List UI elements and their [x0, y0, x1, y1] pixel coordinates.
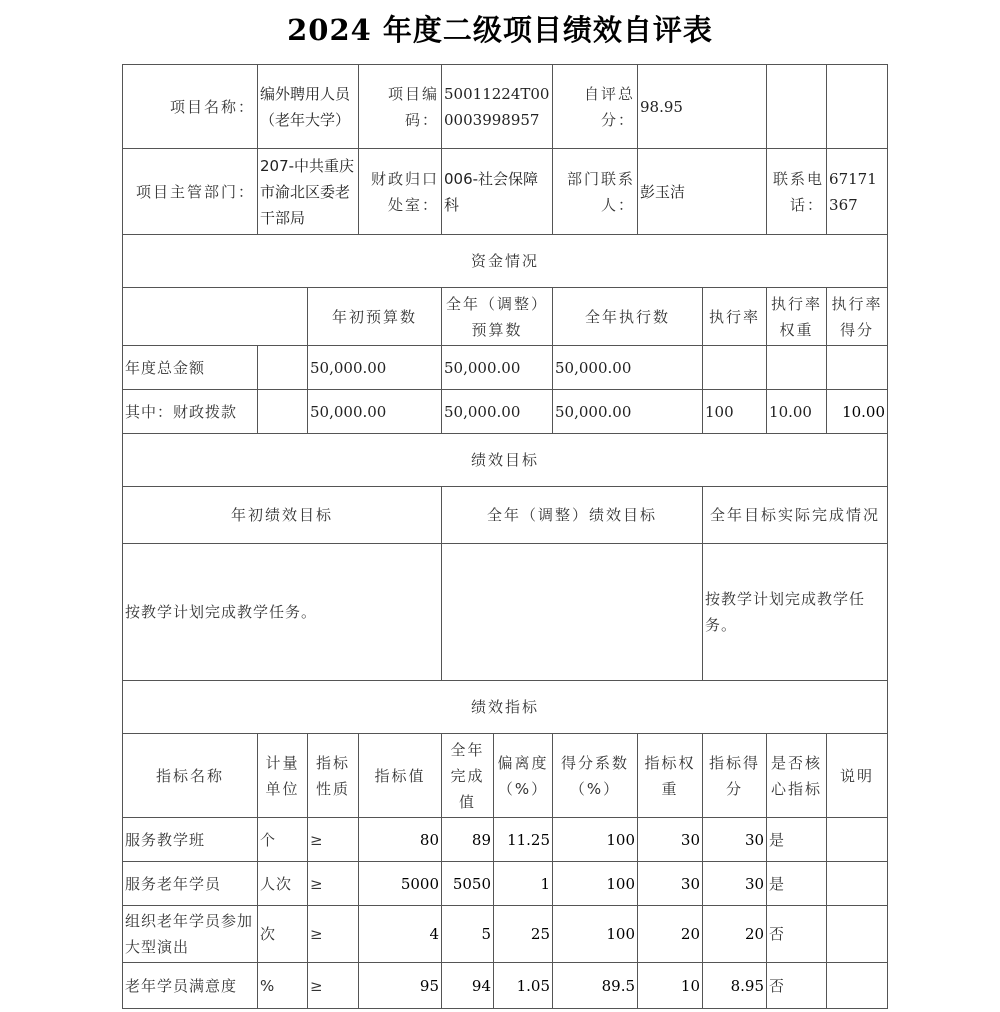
funds-header: 全年（调整）预算数	[442, 288, 553, 346]
goal-adjusted	[442, 544, 703, 681]
indicator-deviation: 11.25	[494, 818, 553, 862]
empty-cell	[827, 65, 888, 149]
funds-header: 执行率得分	[827, 288, 888, 346]
empty-cell	[767, 65, 827, 149]
indicator-name: 组织老年学员参加大型演出	[123, 906, 258, 963]
funds-weight: 10.00	[767, 390, 827, 434]
project-code-label: 项目编码：	[359, 65, 442, 149]
indicator-target: 95	[359, 963, 442, 1009]
goals-section-title: 绩效目标	[123, 434, 888, 487]
funds-executed: 50,000.00	[553, 390, 703, 434]
indicator-header: 是否核心指标	[767, 734, 827, 818]
funds-header: 执行率权重	[767, 288, 827, 346]
indicator-nature: ≥	[308, 862, 359, 906]
indicator-weight: 10	[638, 963, 703, 1009]
indicator-core: 否	[767, 906, 827, 963]
project-code-value: 50011224T000003998957	[442, 65, 553, 149]
funds-header-row	[123, 288, 888, 346]
funds-weight	[767, 346, 827, 390]
indicator-row	[123, 862, 888, 906]
indicator-actual: 5	[442, 906, 494, 963]
indicator-score: 30	[703, 862, 767, 906]
funds-rate	[703, 346, 767, 390]
empty-cell	[258, 390, 308, 434]
indicator-deviation: 25	[494, 906, 553, 963]
indicator-header: 指标权重	[638, 734, 703, 818]
indicator-actual: 89	[442, 818, 494, 862]
indicator-note	[827, 818, 888, 862]
indicator-weight: 30	[638, 818, 703, 862]
indicator-note	[827, 963, 888, 1009]
indicator-rows	[123, 818, 888, 1009]
phone-value: 67171367	[827, 149, 888, 235]
funds-initial: 50,000.00	[308, 390, 442, 434]
indicator-name: 老年学员满意度	[123, 963, 258, 1009]
indicator-nature: ≥	[308, 963, 359, 1009]
goals-header: 年初绩效目标	[123, 487, 442, 544]
indicator-coef: 100	[553, 862, 638, 906]
funds-adjusted: 50,000.00	[442, 346, 553, 390]
funds-row-label: 年度总金额	[123, 346, 258, 390]
indicator-score: 8.95	[703, 963, 767, 1009]
project-name-value: 编外聘用人员（老年大学）	[258, 65, 359, 149]
funds-score	[827, 346, 888, 390]
goals-header: 全年（调整）绩效目标	[442, 487, 703, 544]
phone-label: 联系电话：	[767, 149, 827, 235]
indicator-header: 得分系数（%）	[553, 734, 638, 818]
indicator-core: 是	[767, 862, 827, 906]
funds-section-title: 资金情况	[123, 235, 888, 288]
indicator-score: 20	[703, 906, 767, 963]
funds-header: 全年执行数	[553, 288, 703, 346]
indicator-core: 是	[767, 818, 827, 862]
funds-executed: 50,000.00	[553, 346, 703, 390]
funds-adjusted: 50,000.00	[442, 390, 553, 434]
self-score-value: 98.95	[638, 65, 767, 149]
project-name-label: 项目名称：	[123, 65, 258, 149]
indicator-header: 指标值	[359, 734, 442, 818]
indicator-unit: 个	[258, 818, 308, 862]
indicator-target: 80	[359, 818, 442, 862]
funds-rate: 100	[703, 390, 767, 434]
info-row-2	[123, 149, 888, 235]
indicator-coef: 89.5	[553, 963, 638, 1009]
indicator-core: 否	[767, 963, 827, 1009]
indicator-deviation: 1	[494, 862, 553, 906]
indicator-header: 偏离度（%）	[494, 734, 553, 818]
indicator-name: 服务教学班	[123, 818, 258, 862]
indicator-note	[827, 906, 888, 963]
dept-label: 项目主管部门：	[123, 149, 258, 235]
funds-row	[123, 346, 888, 390]
indicator-unit: %	[258, 963, 308, 1009]
empty-cell	[123, 288, 308, 346]
indicator-unit: 人次	[258, 862, 308, 906]
finance-office-label: 财政归口处室：	[359, 149, 442, 235]
indicator-actual: 94	[442, 963, 494, 1009]
indicator-name: 服务老年学员	[123, 862, 258, 906]
funds-row	[123, 390, 888, 434]
indicator-unit: 次	[258, 906, 308, 963]
indicator-weight: 30	[638, 862, 703, 906]
indicator-header: 说明	[827, 734, 888, 818]
indicator-weight: 20	[638, 906, 703, 963]
indicator-header: 指标名称	[123, 734, 258, 818]
indicator-row	[123, 906, 888, 963]
goal-initial: 按教学计划完成教学任务。	[123, 544, 442, 681]
empty-cell	[258, 346, 308, 390]
indicator-coef: 100	[553, 818, 638, 862]
contact-value: 彭玉洁	[638, 149, 767, 235]
funds-header: 执行率	[703, 288, 767, 346]
indicator-target: 5000	[359, 862, 442, 906]
indicators-header-row	[123, 734, 888, 818]
indicator-row	[123, 818, 888, 862]
funds-header: 年初预算数	[308, 288, 442, 346]
self-score-label: 自评总分：	[553, 65, 638, 149]
goals-header-row	[123, 487, 888, 544]
info-row-1	[123, 65, 888, 149]
indicator-header: 指标得分	[703, 734, 767, 818]
indicator-deviation: 1.05	[494, 963, 553, 1009]
finance-office-value: 006-社会保障科	[442, 149, 553, 235]
evaluation-table	[122, 64, 888, 1009]
goals-content-row	[123, 544, 888, 681]
indicator-nature: ≥	[308, 906, 359, 963]
dept-value: 207-中共重庆市渝北区委老干部局	[258, 149, 359, 235]
page-title: 2024 年度二级项目绩效自评表	[287, 13, 713, 47]
indicator-coef: 100	[553, 906, 638, 963]
indicator-actual: 5050	[442, 862, 494, 906]
goals-header: 全年目标实际完成情况	[703, 487, 888, 544]
indicator-score: 30	[703, 818, 767, 862]
goal-actual: 按教学计划完成教学任务。	[703, 544, 888, 681]
indicator-nature: ≥	[308, 818, 359, 862]
indicator-row	[123, 963, 888, 1009]
indicator-header: 计量单位	[258, 734, 308, 818]
funds-score: 10.00	[827, 390, 888, 434]
contact-label: 部门联系人：	[553, 149, 638, 235]
indicator-target: 4	[359, 906, 442, 963]
indicator-header: 指标性质	[308, 734, 359, 818]
funds-row-label: 其中：财政拨款	[123, 390, 258, 434]
indicator-note	[827, 862, 888, 906]
funds-initial: 50,000.00	[308, 346, 442, 390]
indicator-header: 全年完成值	[442, 734, 494, 818]
indicators-section-title: 绩效指标	[123, 681, 888, 734]
